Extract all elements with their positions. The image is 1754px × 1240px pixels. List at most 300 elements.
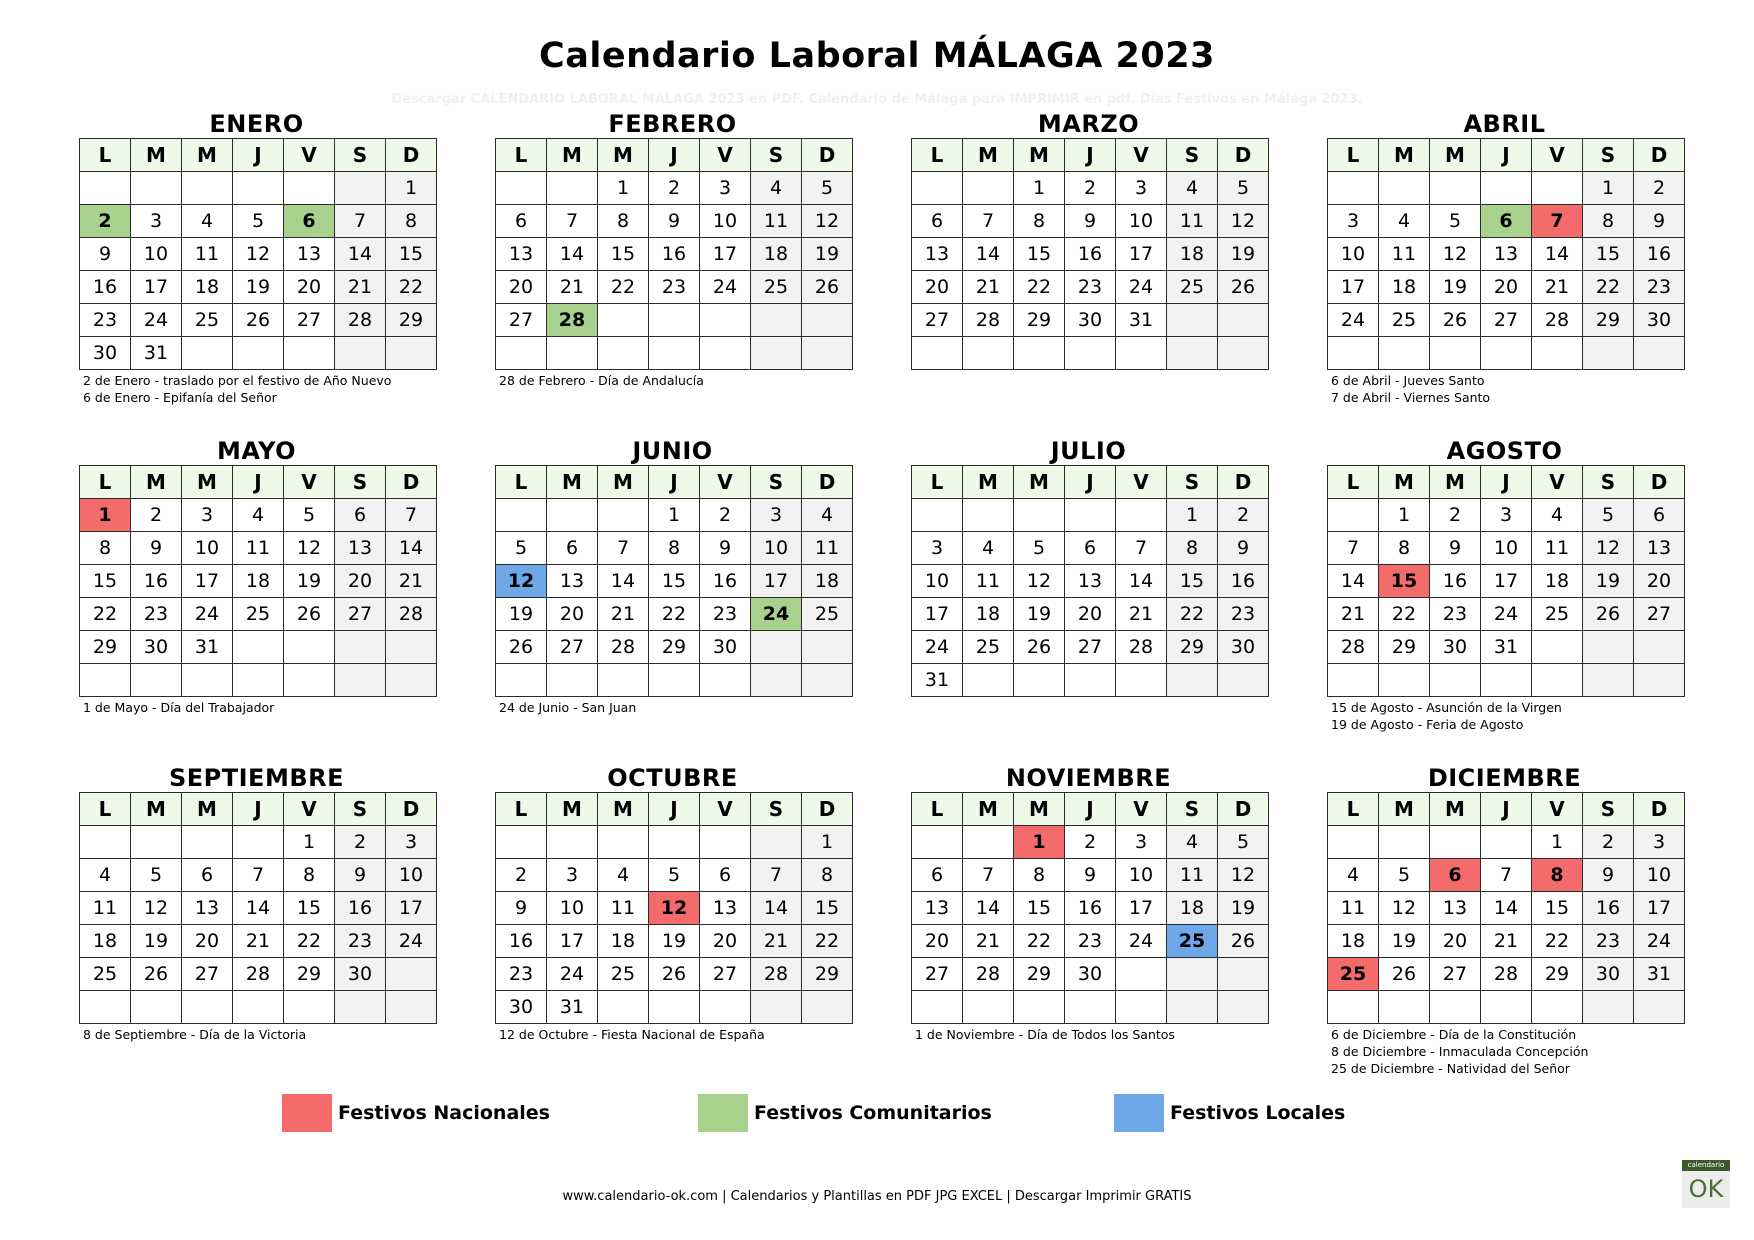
week-row	[1328, 958, 1685, 991]
day-cell: 9	[80, 238, 131, 271]
day-cell: 16	[335, 892, 386, 925]
day-cell	[182, 337, 233, 370]
day-cell	[182, 664, 233, 697]
day-cell: 7	[963, 859, 1014, 892]
day-cell: 24	[912, 631, 963, 664]
day-cell: 13	[700, 892, 751, 925]
day-cell: 1	[598, 172, 649, 205]
weekday-header: D	[802, 139, 853, 172]
day-cell: 31	[1116, 304, 1167, 337]
weekday-header: V	[1532, 793, 1583, 826]
day-cell	[912, 499, 963, 532]
day-cell: 2	[1065, 172, 1116, 205]
holiday-day-cell: 12	[496, 565, 547, 598]
week-row	[496, 532, 853, 565]
day-cell: 23	[1065, 925, 1116, 958]
day-cell: 2	[700, 499, 751, 532]
day-cell: 13	[284, 238, 335, 271]
day-cell: 16	[80, 271, 131, 304]
holiday-note: 1 de Noviembre - Día de Todos los Santos	[915, 1027, 1175, 1042]
day-cell: 30	[131, 631, 182, 664]
day-cell: 2	[1583, 826, 1634, 859]
day-cell: 12	[1218, 859, 1269, 892]
day-cell: 7	[598, 532, 649, 565]
weekday-header: M	[182, 466, 233, 499]
month-table	[1327, 792, 1685, 1024]
weekday-header-row	[1328, 466, 1685, 499]
day-cell: 6	[1065, 532, 1116, 565]
day-cell	[80, 172, 131, 205]
week-row	[80, 565, 437, 598]
day-cell: 28	[233, 958, 284, 991]
day-cell	[233, 991, 284, 1024]
day-cell	[1116, 991, 1167, 1024]
day-cell: 26	[1014, 631, 1065, 664]
holiday-day-cell: 28	[547, 304, 598, 337]
day-cell: 23	[80, 304, 131, 337]
weekday-header: D	[1218, 139, 1269, 172]
holiday-day-cell: 24	[751, 598, 802, 631]
day-cell: 20	[912, 925, 963, 958]
day-cell: 16	[1634, 238, 1685, 271]
weekday-header: J	[233, 466, 284, 499]
day-cell: 10	[912, 565, 963, 598]
legend-locales-label: Festivos Locales	[1170, 1102, 1346, 1124]
week-row	[1328, 337, 1685, 370]
day-cell: 27	[700, 958, 751, 991]
legend-nacionales-label: Festivos Nacionales	[338, 1102, 550, 1124]
day-cell: 14	[1532, 238, 1583, 271]
day-cell: 10	[1634, 859, 1685, 892]
day-cell	[802, 631, 853, 664]
weekday-header-row	[80, 793, 437, 826]
day-cell: 14	[751, 892, 802, 925]
day-cell: 19	[1379, 925, 1430, 958]
day-cell: 28	[386, 598, 437, 631]
day-cell: 8	[598, 205, 649, 238]
day-cell: 2	[1065, 826, 1116, 859]
week-row	[80, 958, 437, 991]
weekday-header: S	[1583, 466, 1634, 499]
day-cell: 12	[131, 892, 182, 925]
weekday-header: M	[1379, 466, 1430, 499]
day-cell: 13	[912, 238, 963, 271]
day-cell	[496, 664, 547, 697]
day-cell: 22	[1014, 271, 1065, 304]
day-cell: 19	[1218, 238, 1269, 271]
weekday-header: M	[598, 139, 649, 172]
day-cell: 17	[386, 892, 437, 925]
week-row	[1328, 271, 1685, 304]
holiday-note: 12 de Octubre - Fiesta Nacional de España	[499, 1027, 765, 1042]
weekday-header: V	[700, 793, 751, 826]
day-cell: 20	[1430, 925, 1481, 958]
weekday-header: S	[335, 466, 386, 499]
weekday-header: J	[233, 793, 284, 826]
day-cell: 22	[1532, 925, 1583, 958]
day-cell	[496, 172, 547, 205]
day-cell	[284, 991, 335, 1024]
weekday-header-row	[912, 139, 1269, 172]
day-cell: 14	[963, 892, 1014, 925]
week-row	[1328, 238, 1685, 271]
day-cell: 25	[1167, 271, 1218, 304]
day-cell	[1328, 172, 1379, 205]
week-row	[496, 499, 853, 532]
day-cell	[1583, 664, 1634, 697]
month-1	[495, 110, 850, 389]
day-cell	[182, 172, 233, 205]
week-row	[496, 991, 853, 1024]
day-cell: 17	[1634, 892, 1685, 925]
month-name: ENERO	[209, 110, 304, 138]
day-cell	[751, 664, 802, 697]
day-cell	[1218, 991, 1269, 1024]
weekday-header-row	[912, 466, 1269, 499]
day-cell: 1	[802, 826, 853, 859]
day-cell: 15	[1014, 238, 1065, 271]
weekday-header: M	[963, 793, 1014, 826]
day-cell: 20	[912, 271, 963, 304]
day-cell: 14	[963, 238, 1014, 271]
day-cell: 28	[1532, 304, 1583, 337]
day-cell	[1430, 826, 1481, 859]
day-cell: 25	[598, 958, 649, 991]
week-row	[80, 925, 437, 958]
day-cell	[386, 631, 437, 664]
day-cell	[1481, 664, 1532, 697]
day-cell: 30	[496, 991, 547, 1024]
weekday-header: M	[1379, 139, 1430, 172]
footer-text[interactable]: www.calendario-ok.com | Calendarios y Plantillas en PDF JPG EXCEL | Descargar Imprimir GRATIS	[562, 1189, 1192, 1204]
month-name: SEPTIEMBRE	[168, 764, 344, 792]
day-cell: 28	[1481, 958, 1532, 991]
weekday-header: D	[1634, 139, 1685, 172]
weekday-header: L	[1328, 466, 1379, 499]
weekday-header: S	[1583, 139, 1634, 172]
day-cell: 27	[1430, 958, 1481, 991]
week-row	[496, 565, 853, 598]
day-cell: 21	[1481, 925, 1532, 958]
day-cell: 28	[963, 304, 1014, 337]
week-row	[912, 859, 1269, 892]
day-cell	[1218, 304, 1269, 337]
day-cell: 18	[802, 565, 853, 598]
day-cell: 6	[912, 859, 963, 892]
weekday-header: M	[131, 139, 182, 172]
weekday-header: J	[1065, 793, 1116, 826]
day-cell: 22	[598, 271, 649, 304]
week-row	[80, 598, 437, 631]
day-cell	[649, 826, 700, 859]
weekday-header: M	[1014, 793, 1065, 826]
day-cell: 19	[1218, 892, 1269, 925]
day-cell	[386, 664, 437, 697]
day-cell: 20	[547, 598, 598, 631]
day-cell: 16	[1218, 565, 1269, 598]
week-row	[1328, 304, 1685, 337]
weekday-header: V	[284, 139, 335, 172]
day-cell	[912, 172, 963, 205]
day-cell: 21	[1532, 271, 1583, 304]
day-cell: 28	[751, 958, 802, 991]
day-cell: 10	[1328, 238, 1379, 271]
weekday-header: L	[912, 466, 963, 499]
day-cell: 5	[233, 205, 284, 238]
day-cell: 21	[1116, 598, 1167, 631]
day-cell	[1167, 664, 1218, 697]
weekday-header: L	[80, 793, 131, 826]
day-cell: 16	[1065, 238, 1116, 271]
holiday-note: 28 de Febrero - Día de Andalucía	[499, 373, 704, 388]
day-cell	[1532, 631, 1583, 664]
day-cell: 12	[1218, 205, 1269, 238]
day-cell: 11	[182, 238, 233, 271]
day-cell: 1	[1379, 499, 1430, 532]
week-row	[80, 826, 437, 859]
day-cell	[1328, 826, 1379, 859]
day-cell	[1583, 991, 1634, 1024]
day-cell	[1116, 499, 1167, 532]
weekday-header: M	[963, 466, 1014, 499]
day-cell	[1379, 172, 1430, 205]
day-cell: 11	[1167, 205, 1218, 238]
day-cell	[598, 826, 649, 859]
day-cell: 28	[598, 631, 649, 664]
day-cell: 13	[1481, 238, 1532, 271]
day-cell: 14	[1116, 565, 1167, 598]
day-cell: 2	[131, 499, 182, 532]
holiday-day-cell: 25	[1328, 958, 1379, 991]
weekday-header: S	[335, 793, 386, 826]
day-cell: 23	[1583, 925, 1634, 958]
day-cell: 27	[1634, 598, 1685, 631]
day-cell: 14	[1328, 565, 1379, 598]
day-cell: 20	[1634, 565, 1685, 598]
day-cell: 19	[1583, 565, 1634, 598]
week-row	[912, 271, 1269, 304]
day-cell: 11	[1328, 892, 1379, 925]
day-cell: 27	[496, 304, 547, 337]
weekday-header: V	[1116, 793, 1167, 826]
weekday-header: V	[1116, 466, 1167, 499]
day-cell: 12	[233, 238, 284, 271]
page-title: Calendario Laboral MÁLAGA 2023	[539, 36, 1215, 76]
day-cell: 25	[1532, 598, 1583, 631]
week-row	[80, 337, 437, 370]
week-row	[912, 238, 1269, 271]
weekday-header: S	[335, 139, 386, 172]
day-cell: 11	[751, 205, 802, 238]
day-cell	[649, 304, 700, 337]
day-cell: 7	[963, 205, 1014, 238]
day-cell	[1116, 664, 1167, 697]
day-cell: 24	[547, 958, 598, 991]
day-cell: 9	[1218, 532, 1269, 565]
day-cell: 23	[131, 598, 182, 631]
day-cell: 4	[751, 172, 802, 205]
day-cell: 29	[1014, 958, 1065, 991]
day-cell	[649, 664, 700, 697]
day-cell: 15	[1583, 238, 1634, 271]
logo[interactable]	[1682, 1160, 1730, 1208]
legend-nacionales	[282, 1094, 550, 1132]
holiday-day-cell: 1	[1014, 826, 1065, 859]
day-cell	[233, 172, 284, 205]
day-cell	[751, 631, 802, 664]
weekday-header: J	[1481, 466, 1532, 499]
day-cell	[1634, 991, 1685, 1024]
weekday-header: D	[386, 466, 437, 499]
day-cell: 16	[1430, 565, 1481, 598]
day-cell: 17	[1116, 892, 1167, 925]
day-cell: 1	[1167, 499, 1218, 532]
day-cell: 29	[802, 958, 853, 991]
day-cell: 7	[1116, 532, 1167, 565]
week-row	[1328, 631, 1685, 664]
day-cell	[335, 991, 386, 1024]
day-cell: 22	[802, 925, 853, 958]
day-cell	[335, 664, 386, 697]
day-cell	[700, 826, 751, 859]
holiday-day-cell: 6	[284, 205, 335, 238]
day-cell: 21	[963, 271, 1014, 304]
weekday-header: J	[1481, 139, 1532, 172]
day-cell	[963, 826, 1014, 859]
day-cell: 24	[182, 598, 233, 631]
legend-comunitarios-swatch	[698, 1094, 748, 1132]
weekday-header: L	[496, 793, 547, 826]
day-cell: 14	[547, 238, 598, 271]
day-cell: 23	[335, 925, 386, 958]
day-cell: 4	[963, 532, 1014, 565]
day-cell: 26	[649, 958, 700, 991]
holiday-note: 6 de Abril - Jueves Santo	[1331, 373, 1485, 388]
day-cell: 24	[1634, 925, 1685, 958]
month-name: OCTUBRE	[607, 764, 738, 792]
week-row	[80, 991, 437, 1024]
day-cell: 18	[1328, 925, 1379, 958]
weekday-header: L	[80, 139, 131, 172]
day-cell: 17	[1116, 238, 1167, 271]
day-cell: 20	[1481, 271, 1532, 304]
weekday-header: V	[1532, 139, 1583, 172]
month-table	[911, 465, 1269, 697]
day-cell: 1	[1583, 172, 1634, 205]
day-cell: 24	[1328, 304, 1379, 337]
weekday-header: L	[912, 139, 963, 172]
week-row	[1328, 499, 1685, 532]
day-cell: 21	[335, 271, 386, 304]
day-cell: 1	[1532, 826, 1583, 859]
day-cell: 9	[335, 859, 386, 892]
day-cell	[1481, 337, 1532, 370]
holiday-day-cell: 15	[1379, 565, 1430, 598]
holiday-notes	[495, 1026, 850, 1043]
day-cell	[1634, 337, 1685, 370]
day-cell: 6	[547, 532, 598, 565]
weekday-header: V	[700, 139, 751, 172]
month-table	[79, 792, 437, 1024]
weekday-header: J	[649, 466, 700, 499]
day-cell	[1532, 664, 1583, 697]
weekday-header: J	[649, 139, 700, 172]
day-cell: 1	[649, 499, 700, 532]
month-0	[79, 110, 434, 406]
week-row	[1328, 826, 1685, 859]
weekday-header: M	[547, 466, 598, 499]
week-row	[912, 172, 1269, 205]
legend-comunitarios-label: Festivos Comunitarios	[754, 1102, 992, 1124]
day-cell: 26	[1430, 304, 1481, 337]
weekday-header: V	[284, 793, 335, 826]
month-6	[911, 437, 1266, 699]
day-cell: 8	[284, 859, 335, 892]
month-table	[911, 138, 1269, 370]
weekday-header: L	[496, 139, 547, 172]
month-11	[1327, 764, 1682, 1077]
day-cell: 5	[649, 859, 700, 892]
day-cell: 8	[1583, 205, 1634, 238]
month-table	[79, 465, 437, 697]
holiday-notes	[79, 699, 434, 716]
day-cell	[1481, 991, 1532, 1024]
day-cell	[131, 172, 182, 205]
weekday-header: M	[1430, 793, 1481, 826]
day-cell: 19	[1014, 598, 1065, 631]
weekday-header: J	[1481, 793, 1532, 826]
day-cell	[1218, 958, 1269, 991]
day-cell: 3	[1328, 205, 1379, 238]
weekday-header-row	[1328, 793, 1685, 826]
day-cell: 25	[751, 271, 802, 304]
day-cell: 19	[496, 598, 547, 631]
day-cell: 23	[700, 598, 751, 631]
day-cell: 17	[912, 598, 963, 631]
day-cell: 5	[1430, 205, 1481, 238]
day-cell	[649, 991, 700, 1024]
day-cell	[1379, 664, 1430, 697]
day-cell: 10	[1116, 205, 1167, 238]
day-cell	[751, 337, 802, 370]
day-cell: 18	[598, 925, 649, 958]
day-cell: 18	[1532, 565, 1583, 598]
day-cell	[496, 499, 547, 532]
holiday-notes	[79, 372, 434, 406]
day-cell: 3	[1481, 499, 1532, 532]
holiday-note: 19 de Agosto - Feria de Agosto	[1331, 717, 1524, 732]
holiday-note: 6 de Diciembre - Día de la Constitución	[1331, 1027, 1577, 1042]
day-cell: 5	[1218, 826, 1269, 859]
holiday-day-cell: 2	[80, 205, 131, 238]
day-cell: 18	[182, 271, 233, 304]
week-row	[496, 892, 853, 925]
day-cell: 27	[335, 598, 386, 631]
day-cell: 10	[751, 532, 802, 565]
legend-comunitarios	[698, 1094, 992, 1132]
week-row	[912, 337, 1269, 370]
day-cell	[963, 337, 1014, 370]
day-cell: 25	[1379, 304, 1430, 337]
day-cell	[1065, 664, 1116, 697]
day-cell: 15	[598, 238, 649, 271]
day-cell	[386, 337, 437, 370]
day-cell: 23	[1065, 271, 1116, 304]
day-cell: 4	[1532, 499, 1583, 532]
day-cell: 25	[802, 598, 853, 631]
day-cell: 11	[1167, 859, 1218, 892]
day-cell: 29	[1532, 958, 1583, 991]
